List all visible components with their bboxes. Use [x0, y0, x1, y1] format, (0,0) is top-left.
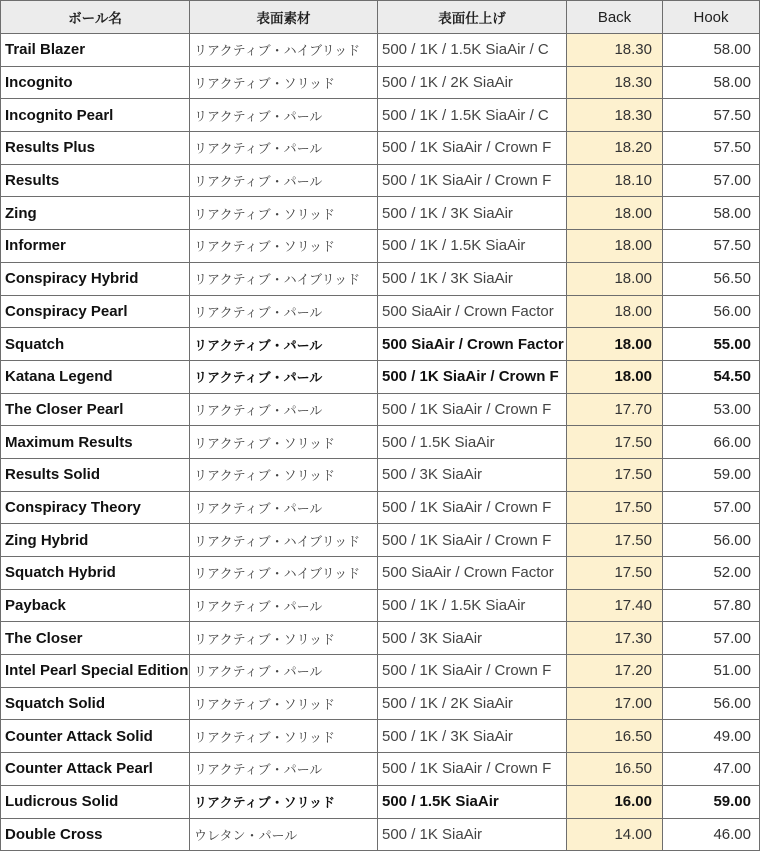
ball-name-cell: Maximum Results	[1, 426, 190, 459]
table-row	[1, 34, 760, 67]
back-value-cell: 18.20	[567, 132, 663, 165]
back-value-cell: 16.50	[567, 720, 663, 753]
table-row	[1, 360, 760, 393]
surface-finish-cell: 500 SiaAir / Crown Factor	[378, 557, 567, 590]
ball-name-cell: Conspiracy Hybrid	[1, 262, 190, 295]
table-row	[1, 622, 760, 655]
ball-name-cell: The Closer	[1, 622, 190, 655]
back-value-cell: 17.50	[567, 524, 663, 557]
ball-name-cell: Double Cross	[1, 818, 190, 851]
back-value-cell: 18.30	[567, 99, 663, 132]
surface-finish-cell: 500 / 1K / 2K SiaAir	[378, 687, 567, 720]
surface-material-cell: リアクティブ・ソリッド	[190, 426, 378, 459]
back-value-cell: 18.00	[567, 360, 663, 393]
surface-finish-cell: 500 SiaAir / Crown Factor	[378, 328, 567, 361]
back-value-cell: 18.00	[567, 197, 663, 230]
back-value-cell: 17.70	[567, 393, 663, 426]
surface-material-cell: リアクティブ・パール	[190, 99, 378, 132]
hook-value-cell: 47.00	[663, 753, 760, 786]
surface-finish-cell: 500 / 1K / 1.5K SiaAir	[378, 230, 567, 263]
ball-name-cell: Squatch	[1, 328, 190, 361]
hook-value-cell: 56.00	[663, 524, 760, 557]
header-hook: Hook	[663, 1, 760, 34]
surface-finish-cell: 500 / 1.5K SiaAir	[378, 785, 567, 818]
ball-name-cell: Trail Blazer	[1, 34, 190, 67]
back-value-cell: 17.30	[567, 622, 663, 655]
back-value-cell: 18.00	[567, 328, 663, 361]
surface-finish-cell: 500 / 1K / 3K SiaAir	[378, 197, 567, 230]
surface-material-cell: リアクティブ・パール	[190, 491, 378, 524]
hook-value-cell: 54.50	[663, 360, 760, 393]
hook-value-cell: 58.00	[663, 197, 760, 230]
ball-name-cell: The Closer Pearl	[1, 393, 190, 426]
back-value-cell: 16.00	[567, 785, 663, 818]
surface-material-cell: ウレタン・パール	[190, 818, 378, 851]
hook-value-cell: 56.00	[663, 295, 760, 328]
hook-value-cell: 56.50	[663, 262, 760, 295]
hook-value-cell: 53.00	[663, 393, 760, 426]
surface-material-cell: リアクティブ・ソリッド	[190, 197, 378, 230]
table-row	[1, 230, 760, 263]
table-row	[1, 393, 760, 426]
surface-finish-cell: 500 / 1K / 1.5K SiaAir	[378, 589, 567, 622]
back-value-cell: 18.00	[567, 230, 663, 263]
surface-material-cell: リアクティブ・ソリッド	[190, 230, 378, 263]
surface-finish-cell: 500 / 1K SiaAir / Crown F	[378, 655, 567, 688]
table-row	[1, 426, 760, 459]
ball-name-cell: Counter Attack Pearl	[1, 753, 190, 786]
table-row	[1, 66, 760, 99]
hook-value-cell: 57.50	[663, 230, 760, 263]
hook-value-cell: 56.00	[663, 687, 760, 720]
surface-finish-cell: 500 / 1K / 3K SiaAir	[378, 262, 567, 295]
surface-finish-cell: 500 / 1K SiaAir / Crown F	[378, 753, 567, 786]
ball-name-cell: Incognito	[1, 66, 190, 99]
surface-material-cell: リアクティブ・パール	[190, 589, 378, 622]
surface-finish-cell: 500 / 1K SiaAir / Crown F	[378, 132, 567, 165]
ball-name-cell: Squatch Solid	[1, 687, 190, 720]
surface-finish-cell: 500 / 1K / 2K SiaAir	[378, 66, 567, 99]
surface-material-cell: リアクティブ・ソリッド	[190, 458, 378, 491]
surface-finish-cell: 500 / 1K SiaAir / Crown F	[378, 393, 567, 426]
table-row	[1, 164, 760, 197]
ball-name-cell: Conspiracy Theory	[1, 491, 190, 524]
surface-material-cell: リアクティブ・ハイブリッド	[190, 557, 378, 590]
surface-material-cell: リアクティブ・ソリッド	[190, 720, 378, 753]
surface-material-cell: リアクティブ・パール	[190, 753, 378, 786]
table-row	[1, 197, 760, 230]
surface-finish-cell: 500 / 1K SiaAir / Crown F	[378, 164, 567, 197]
table-row	[1, 785, 760, 818]
table-row	[1, 295, 760, 328]
table-row	[1, 524, 760, 557]
ball-name-cell: Squatch Hybrid	[1, 557, 190, 590]
surface-material-cell: リアクティブ・パール	[190, 132, 378, 165]
ball-name-cell: Results	[1, 164, 190, 197]
back-value-cell: 17.50	[567, 491, 663, 524]
surface-material-cell: リアクティブ・パール	[190, 655, 378, 688]
table-row	[1, 458, 760, 491]
surface-material-cell: リアクティブ・パール	[190, 360, 378, 393]
back-value-cell: 18.00	[567, 262, 663, 295]
hook-value-cell: 52.00	[663, 557, 760, 590]
surface-finish-cell: 500 SiaAir / Crown Factor	[378, 295, 567, 328]
ball-name-cell: Conspiracy Pearl	[1, 295, 190, 328]
back-value-cell: 18.00	[567, 295, 663, 328]
table-row	[1, 557, 760, 590]
surface-finish-cell: 500 / 3K SiaAir	[378, 622, 567, 655]
hook-value-cell: 58.00	[663, 34, 760, 67]
surface-finish-cell: 500 / 1K SiaAir / Crown F	[378, 524, 567, 557]
surface-material-cell: リアクティブ・パール	[190, 295, 378, 328]
back-value-cell: 18.30	[567, 66, 663, 99]
table-row	[1, 720, 760, 753]
ball-name-cell: Counter Attack Solid	[1, 720, 190, 753]
table-row	[1, 491, 760, 524]
back-value-cell: 17.50	[567, 458, 663, 491]
hook-value-cell: 58.00	[663, 66, 760, 99]
surface-finish-cell: 500 / 3K SiaAir	[378, 458, 567, 491]
header-surface-finish: 表面仕上げ	[378, 1, 567, 34]
hook-value-cell: 57.50	[663, 132, 760, 165]
hook-value-cell: 57.00	[663, 622, 760, 655]
hook-value-cell: 57.50	[663, 99, 760, 132]
ball-name-cell: Payback	[1, 589, 190, 622]
hook-value-cell: 51.00	[663, 655, 760, 688]
surface-material-cell: リアクティブ・ソリッド	[190, 785, 378, 818]
hook-value-cell: 57.80	[663, 589, 760, 622]
surface-material-cell: リアクティブ・パール	[190, 164, 378, 197]
back-value-cell: 17.40	[567, 589, 663, 622]
header-back: Back	[567, 1, 663, 34]
ball-name-cell: Katana Legend	[1, 360, 190, 393]
hook-value-cell: 55.00	[663, 328, 760, 361]
hook-value-cell: 59.00	[663, 785, 760, 818]
table-row	[1, 753, 760, 786]
header-surface-material: 表面素材	[190, 1, 378, 34]
back-value-cell: 16.50	[567, 753, 663, 786]
hook-value-cell: 66.00	[663, 426, 760, 459]
surface-material-cell: リアクティブ・ソリッド	[190, 622, 378, 655]
surface-material-cell: リアクティブ・ハイブリッド	[190, 524, 378, 557]
surface-finish-cell: 500 / 1K SiaAir / Crown F	[378, 491, 567, 524]
surface-material-cell: リアクティブ・ハイブリッド	[190, 262, 378, 295]
ball-name-cell: Results Plus	[1, 132, 190, 165]
back-value-cell: 17.00	[567, 687, 663, 720]
surface-finish-cell: 500 / 1K / 1.5K SiaAir / C	[378, 99, 567, 132]
ball-name-cell: Zing	[1, 197, 190, 230]
back-value-cell: 18.30	[567, 34, 663, 67]
table-row	[1, 655, 760, 688]
back-value-cell: 17.20	[567, 655, 663, 688]
header-ball-name: ボール名	[1, 1, 190, 34]
ball-name-cell: Incognito Pearl	[1, 99, 190, 132]
table-row	[1, 262, 760, 295]
surface-material-cell: リアクティブ・ソリッド	[190, 66, 378, 99]
table-row	[1, 818, 760, 851]
ball-name-cell: Informer	[1, 230, 190, 263]
back-value-cell: 17.50	[567, 426, 663, 459]
surface-material-cell: リアクティブ・ソリッド	[190, 687, 378, 720]
surface-material-cell: リアクティブ・ハイブリッド	[190, 34, 378, 67]
table-row	[1, 99, 760, 132]
ball-name-cell: Results Solid	[1, 458, 190, 491]
surface-finish-cell: 500 / 1K SiaAir / Crown F	[378, 360, 567, 393]
surface-finish-cell: 500 / 1K / 3K SiaAir	[378, 720, 567, 753]
hook-value-cell: 49.00	[663, 720, 760, 753]
table-body	[1, 34, 760, 851]
hook-value-cell: 46.00	[663, 818, 760, 851]
surface-material-cell: リアクティブ・パール	[190, 328, 378, 361]
surface-material-cell: リアクティブ・パール	[190, 393, 378, 426]
hook-value-cell: 57.00	[663, 164, 760, 197]
back-value-cell: 17.50	[567, 557, 663, 590]
table-row	[1, 132, 760, 165]
back-value-cell: 14.00	[567, 818, 663, 851]
table-row	[1, 687, 760, 720]
surface-finish-cell: 500 / 1K SiaAir	[378, 818, 567, 851]
back-value-cell: 18.10	[567, 164, 663, 197]
surface-finish-cell: 500 / 1K / 1.5K SiaAir / C	[378, 34, 567, 67]
ball-name-cell: Ludicrous Solid	[1, 785, 190, 818]
ball-name-cell: Zing Hybrid	[1, 524, 190, 557]
hook-value-cell: 57.00	[663, 491, 760, 524]
table-row	[1, 328, 760, 361]
table-header-row	[1, 1, 760, 34]
hook-value-cell: 59.00	[663, 458, 760, 491]
surface-finish-cell: 500 / 1.5K SiaAir	[378, 426, 567, 459]
ball-name-cell: Intel Pearl Special Edition	[1, 655, 190, 688]
table-row	[1, 589, 760, 622]
